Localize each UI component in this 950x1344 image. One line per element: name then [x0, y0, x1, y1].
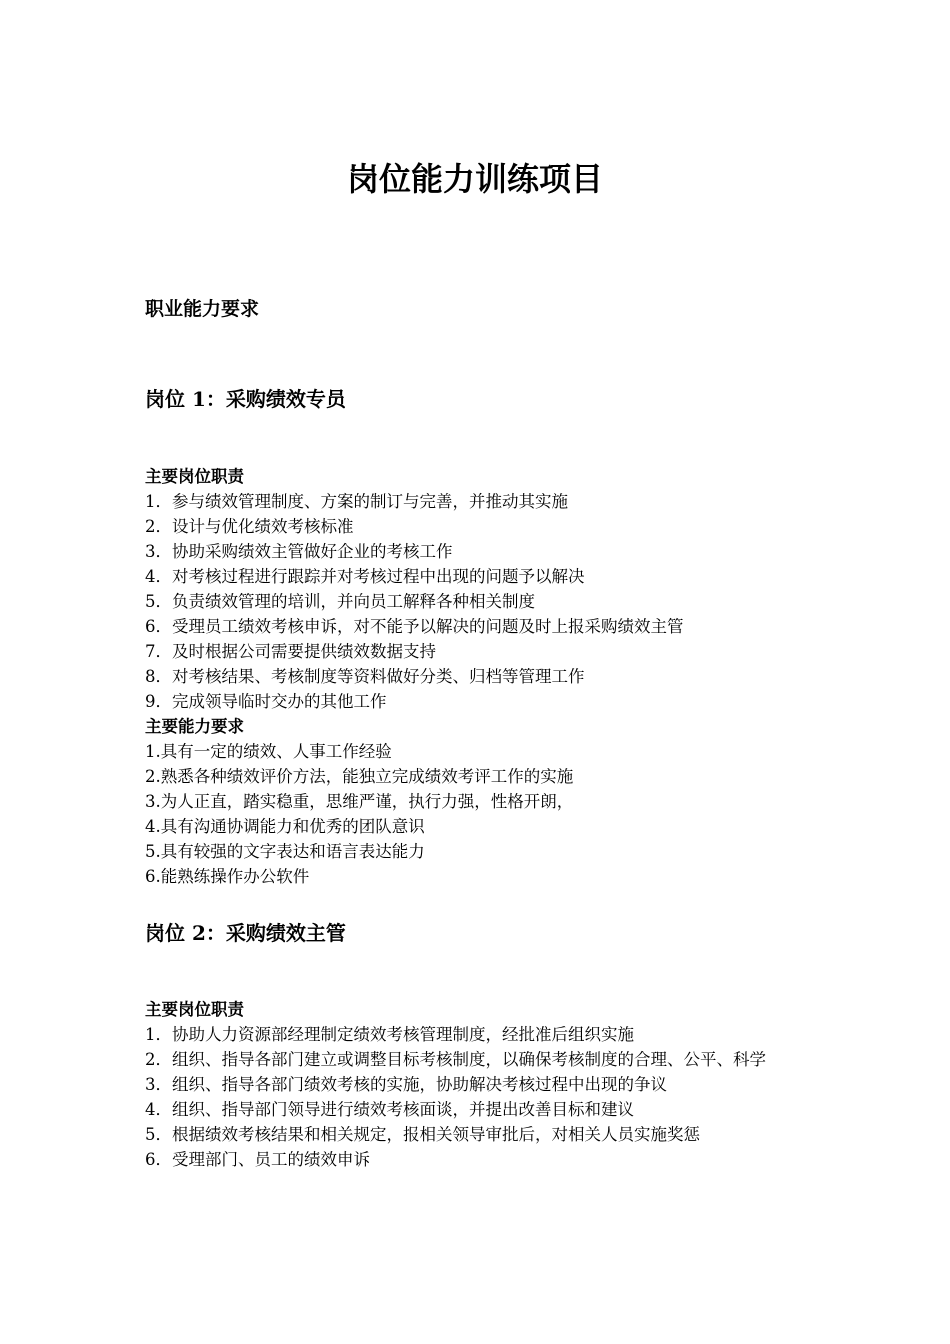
item-text: 组织、指导各部门建立或调整目标考核制度，以确保考核制度的合理、公平、科学: [172, 1050, 766, 1069]
list-item: [145, 814, 845, 839]
item-text: 协助采购绩效主管做好企业的考核工作: [172, 542, 453, 561]
item-text: 受理员工绩效考核申诉，对不能予以解决的问题及时上报采购绩效主管: [172, 617, 684, 636]
item-number: 1．: [145, 1025, 172, 1044]
item-number: 2.: [145, 767, 161, 786]
item-text: 对考核过程进行跟踪并对考核过程中出现的问题予以解决: [172, 567, 585, 586]
list-item: [145, 789, 845, 814]
list-item: [145, 639, 845, 664]
item-text: 协助人力资源部经理制定绩效考核管理制度，经批准后组织实施: [172, 1025, 634, 1044]
item-text: 负责绩效管理的培训，并向员工解释各种相关制度: [172, 592, 535, 611]
item-text: 根据绩效考核结果和相关规定，报相关领导审批后，对相关人员实施奖惩: [172, 1125, 700, 1144]
list-item: [145, 614, 845, 639]
list-item: [145, 1122, 845, 1147]
list-item: [145, 514, 845, 539]
item-number: 6.: [145, 867, 161, 886]
item-number: 6．: [145, 1150, 172, 1169]
item-number: 4.: [145, 817, 161, 836]
item-number: 3．: [145, 1075, 172, 1094]
item-number: 5．: [145, 1125, 172, 1144]
item-number: 6．: [145, 617, 172, 636]
list-item: [145, 839, 845, 864]
list-item: [145, 764, 845, 789]
post-2-title: 岗位 2：采购绩效主管: [145, 921, 346, 945]
item-number: 4．: [145, 567, 172, 586]
item-text: 为人正直，踏实稳重，思维严谨，执行力强，性格开朗，: [160, 792, 574, 811]
list-item: [145, 739, 845, 764]
post-1-duties-heading: 主要岗位职责: [145, 467, 244, 486]
item-text: 受理部门、员工的绩效申诉: [172, 1150, 370, 1169]
list-item: [145, 689, 845, 714]
item-number: 1.: [145, 742, 161, 761]
item-number: 4．: [145, 1100, 172, 1119]
item-number: 5.: [145, 842, 161, 861]
item-number: 1．: [145, 492, 172, 511]
list-item: [145, 664, 845, 689]
item-number: 8．: [145, 667, 172, 686]
post-1-requirements-list: [145, 739, 845, 889]
post-2-duties-heading: 主要岗位职责: [145, 1000, 244, 1019]
item-text: 参与绩效管理制度、方案的制订与完善，并推动其实施: [172, 492, 568, 511]
item-number: 2．: [145, 517, 172, 536]
item-text: 具有较强的文字表达和语言表达能力: [160, 842, 425, 861]
list-item: [145, 1147, 845, 1172]
item-text: 设计与优化绩效考核标准: [172, 517, 354, 536]
list-item: [145, 564, 845, 589]
post-1-title: 岗位 1：采购绩效专员: [145, 387, 346, 411]
item-text: 组织、指导部门领导进行绩效考核面谈，并提出改善目标和建议: [172, 1100, 634, 1119]
item-number: 9．: [145, 692, 172, 711]
item-text: 具有一定的绩效、人事工作经验: [160, 742, 392, 761]
list-item: [145, 864, 845, 889]
item-number: 7．: [145, 642, 172, 661]
list-item: [145, 539, 845, 564]
post-1-duties-list: [145, 489, 845, 714]
document-title: 岗位能力训练项目: [346, 160, 603, 198]
list-item: [145, 1047, 845, 1072]
item-number: 2．: [145, 1050, 172, 1069]
item-text: 熟悉各种绩效评价方法，能独立完成绩效考评工作的实施: [160, 767, 574, 786]
list-item: [145, 589, 845, 614]
post-2-duties-list: [145, 1022, 845, 1172]
list-item: [145, 1072, 845, 1097]
item-text: 对考核结果、考核制度等资料做好分类、归档等管理工作: [172, 667, 585, 686]
post-2-content: [145, 997, 845, 1172]
post-1-requirements-heading: 主要能力要求: [145, 717, 244, 736]
item-number: 5．: [145, 592, 172, 611]
list-item: [145, 1097, 845, 1122]
list-item: [145, 1022, 845, 1047]
item-text: 组织、指导各部门绩效考核的实施，协助解决考核过程中出现的争议: [172, 1075, 667, 1094]
list-item: [145, 489, 845, 514]
item-text: 能熟练操作办公软件: [160, 867, 310, 886]
item-text: 及时根据公司需要提供绩效数据支持: [172, 642, 436, 661]
item-number: 3.: [145, 792, 161, 811]
item-text: 完成领导临时交办的其他工作: [172, 692, 387, 711]
item-text: 具有沟通协调能力和优秀的团队意识: [160, 817, 425, 836]
item-number: 3．: [145, 542, 172, 561]
post-1-content: [145, 464, 845, 889]
section-heading: 职业能力要求: [145, 298, 260, 320]
